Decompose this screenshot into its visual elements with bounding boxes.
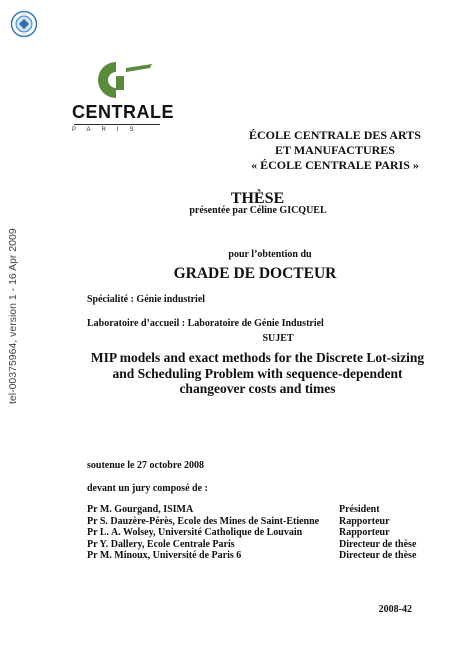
school-line-1: ÉCOLE CENTRALE DES ARTS: [249, 128, 421, 142]
jury-member-name: Pr M. Gourgand, ISIMA: [87, 504, 194, 515]
jury-member-role: Directeur de thèse: [339, 550, 417, 562]
jury-member-name: Pr L. A. Wolsey, Université Catholique de Louvain: [87, 527, 303, 539]
jury-member: [87, 516, 427, 528]
jury-list: [87, 504, 427, 562]
degree-title: GRADE DE DOCTEUR: [173, 265, 337, 282]
logo-mark-icon: [76, 58, 156, 102]
jury-member-name: Pr S. Dauzère-Pérès, Ecole des Mines de Saint-Etienne: [87, 515, 320, 527]
defense-date: soutenue le 27 octobre 2008: [87, 460, 205, 471]
thesis-title-line-2: and Scheduling Problem with sequence-dependent: [112, 365, 403, 381]
obtention-line: pour l’obtention du: [228, 249, 312, 260]
jury-member-role: Rapporteur: [339, 515, 390, 527]
centrale-logo: [72, 58, 174, 138]
laboratory-line: Laboratoire d’accueil : Laboratoire de Génie Industriel: [87, 318, 324, 329]
jury-member-name: Pr M. Minoux, Université de Paris 6: [87, 550, 242, 562]
logo-name: CENTRALE: [72, 102, 174, 122]
jury-member: [87, 504, 427, 516]
thesis-title: [80, 350, 435, 397]
jury-member-name: Pr Y. Dallery, Ecole Centrale Paris: [87, 538, 235, 550]
thesis-title-line-3: changeover costs and times: [179, 381, 336, 396]
school-line-3: « ÉCOLE CENTRALE PARIS »: [251, 158, 419, 172]
jury-member-role: Rapporteur: [339, 527, 390, 539]
logo-divider: [74, 124, 160, 125]
author-line: présentée par Céline GICQUEL: [189, 205, 327, 216]
thesis-title-line-1: MIP models and exact methods for the Discrete Lot-sizing: [90, 350, 425, 365]
school-line-2: ET MANUFACTURES: [275, 143, 395, 157]
jury-intro: devant un jury composé de :: [87, 483, 208, 494]
archive-stamp-icon: [10, 10, 38, 38]
jury-member-role: Directeur de thèse: [339, 538, 417, 550]
jury-member: [87, 550, 427, 562]
specialty-line: Spécialité : Génie industriel: [87, 294, 206, 305]
jury-member-role: Président: [339, 504, 380, 515]
logo-subtitle: PARIS: [72, 127, 145, 133]
thesis-reference-number: 2008-42: [378, 604, 412, 615]
jury-member: [87, 527, 427, 539]
school-name: [220, 128, 450, 173]
subject-label: SUJET: [262, 333, 294, 344]
document-title: THÈSE: [230, 190, 285, 207]
jury-member: [87, 539, 427, 551]
